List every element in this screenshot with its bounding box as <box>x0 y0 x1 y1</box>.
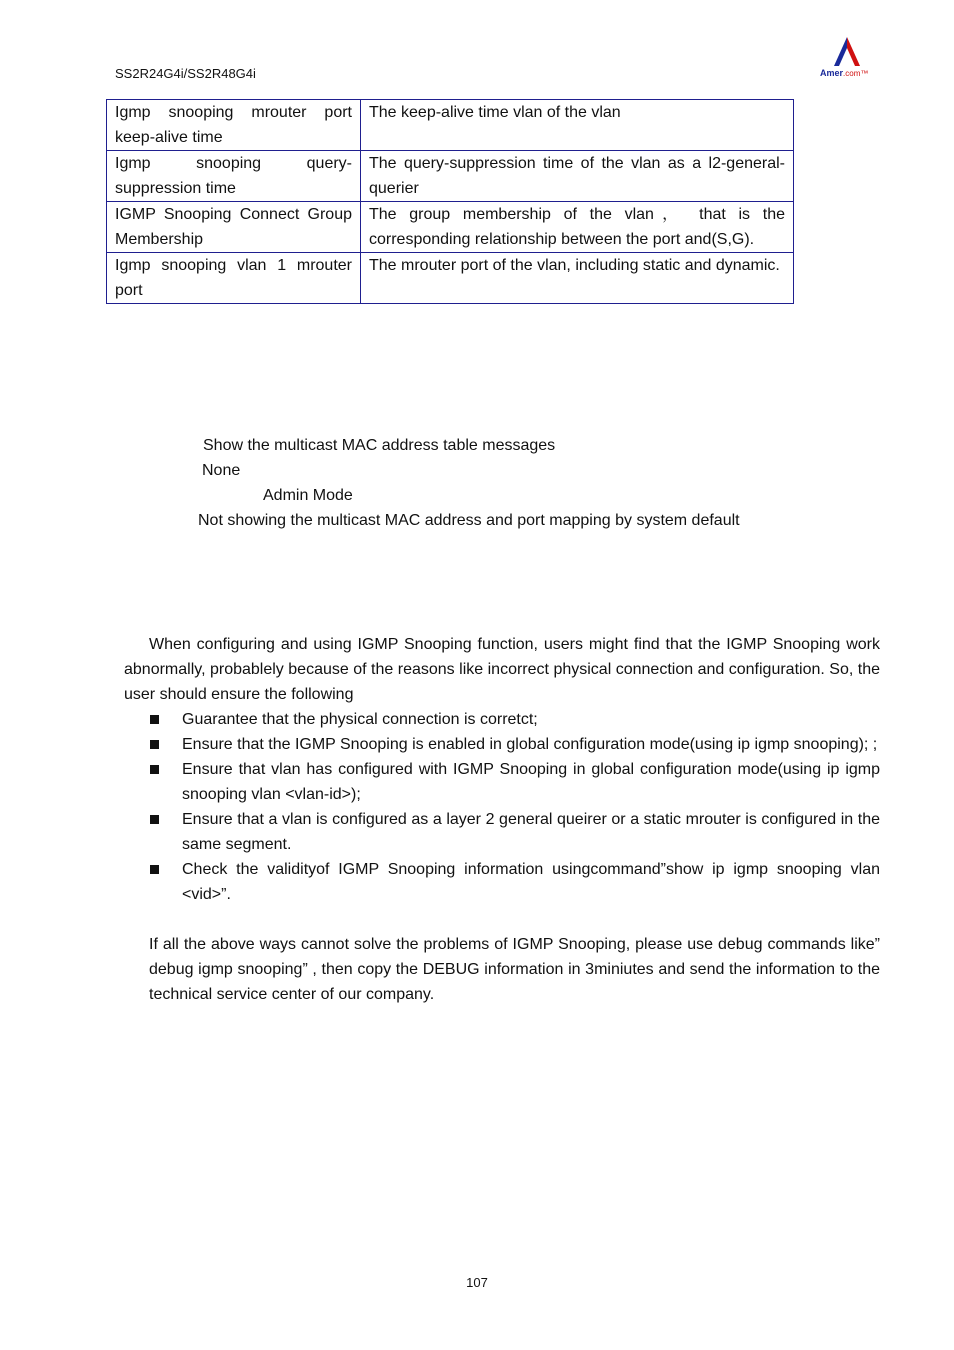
table-description-cell: The group membership of the vlan， that is the corresponding relationship between the port and(S,G). <box>361 202 794 253</box>
list-item: Ensure that a vlan is configured as a layer 2 general queirer or a static mrouter is configured in the same segment. <box>148 807 880 857</box>
square-bullet-icon <box>150 740 159 749</box>
header-model: SS2R24G4i/SS2R48G4i <box>115 66 256 81</box>
square-bullet-icon <box>150 815 159 824</box>
command-parameter: None <box>202 462 241 479</box>
command-default: Not showing the multicast MAC address and port mapping by system default <box>198 512 740 529</box>
table-row <box>107 100 794 151</box>
table-description-cell: The mrouter port of the vlan, including static and dynamic. <box>361 253 794 304</box>
list-item: Guarantee that the physical connection is corretct; <box>148 707 880 732</box>
logo-triangle-icon <box>832 36 862 68</box>
list-item: Ensure that the IGMP Snooping is enabled in global configuration mode(using ip igmp snooping); ; <box>148 732 880 757</box>
table-field-cell: Igmp snooping mrouter port keep-alive time <box>107 100 361 151</box>
list-item: Ensure that vlan has configured with IGMP Snooping in global configuration mode(using ip igmp snooping vlan <vlan-id>); <box>148 757 880 807</box>
square-bullet-icon <box>150 865 159 874</box>
troubleshooting-intro: When configuring and using IGMP Snooping function, users might find that the IGMP Snooping work abnormally, probablely because of the reasons like incorrect physical connection and configuration. So, the user should ensure the following <box>124 636 880 703</box>
logo-wordmark: Amer.com™ <box>820 68 869 78</box>
company-logo <box>818 36 878 82</box>
square-bullet-icon <box>150 715 159 724</box>
table-field-cell: Igmp snooping query-suppression time <box>107 151 361 202</box>
table-description-cell: The keep-alive time vlan of the vlan <box>361 100 794 151</box>
troubleshooting-closing: If all the above ways cannot solve the problems of IGMP Snooping, please use debug commands like” debug igmp snooping” , then copy the DEBUG information in 3miniutes and send the information to the technical service center of our company. <box>149 936 880 1003</box>
square-bullet-icon <box>150 765 159 774</box>
page-number: 107 <box>466 1275 488 1290</box>
troubleshooting-tips-list <box>148 707 880 907</box>
table-row <box>107 202 794 253</box>
list-item: Check the validityof IGMP Snooping information usingcommand”show ip igmp snooping vlan <vid>”. <box>148 857 880 907</box>
command-mode: Admin Mode <box>263 487 353 504</box>
snooping-info-table <box>106 99 794 304</box>
table-row <box>107 151 794 202</box>
table-field-cell: Igmp snooping vlan 1 mrouter port <box>107 253 361 304</box>
command-function: Show the multicast MAC address table messages <box>203 437 556 454</box>
table-row <box>107 253 794 304</box>
table-field-cell: IGMP Snooping Connect Group Membership <box>107 202 361 253</box>
table-description-cell: The query-suppression time of the vlan as a l2-general-querier <box>361 151 794 202</box>
